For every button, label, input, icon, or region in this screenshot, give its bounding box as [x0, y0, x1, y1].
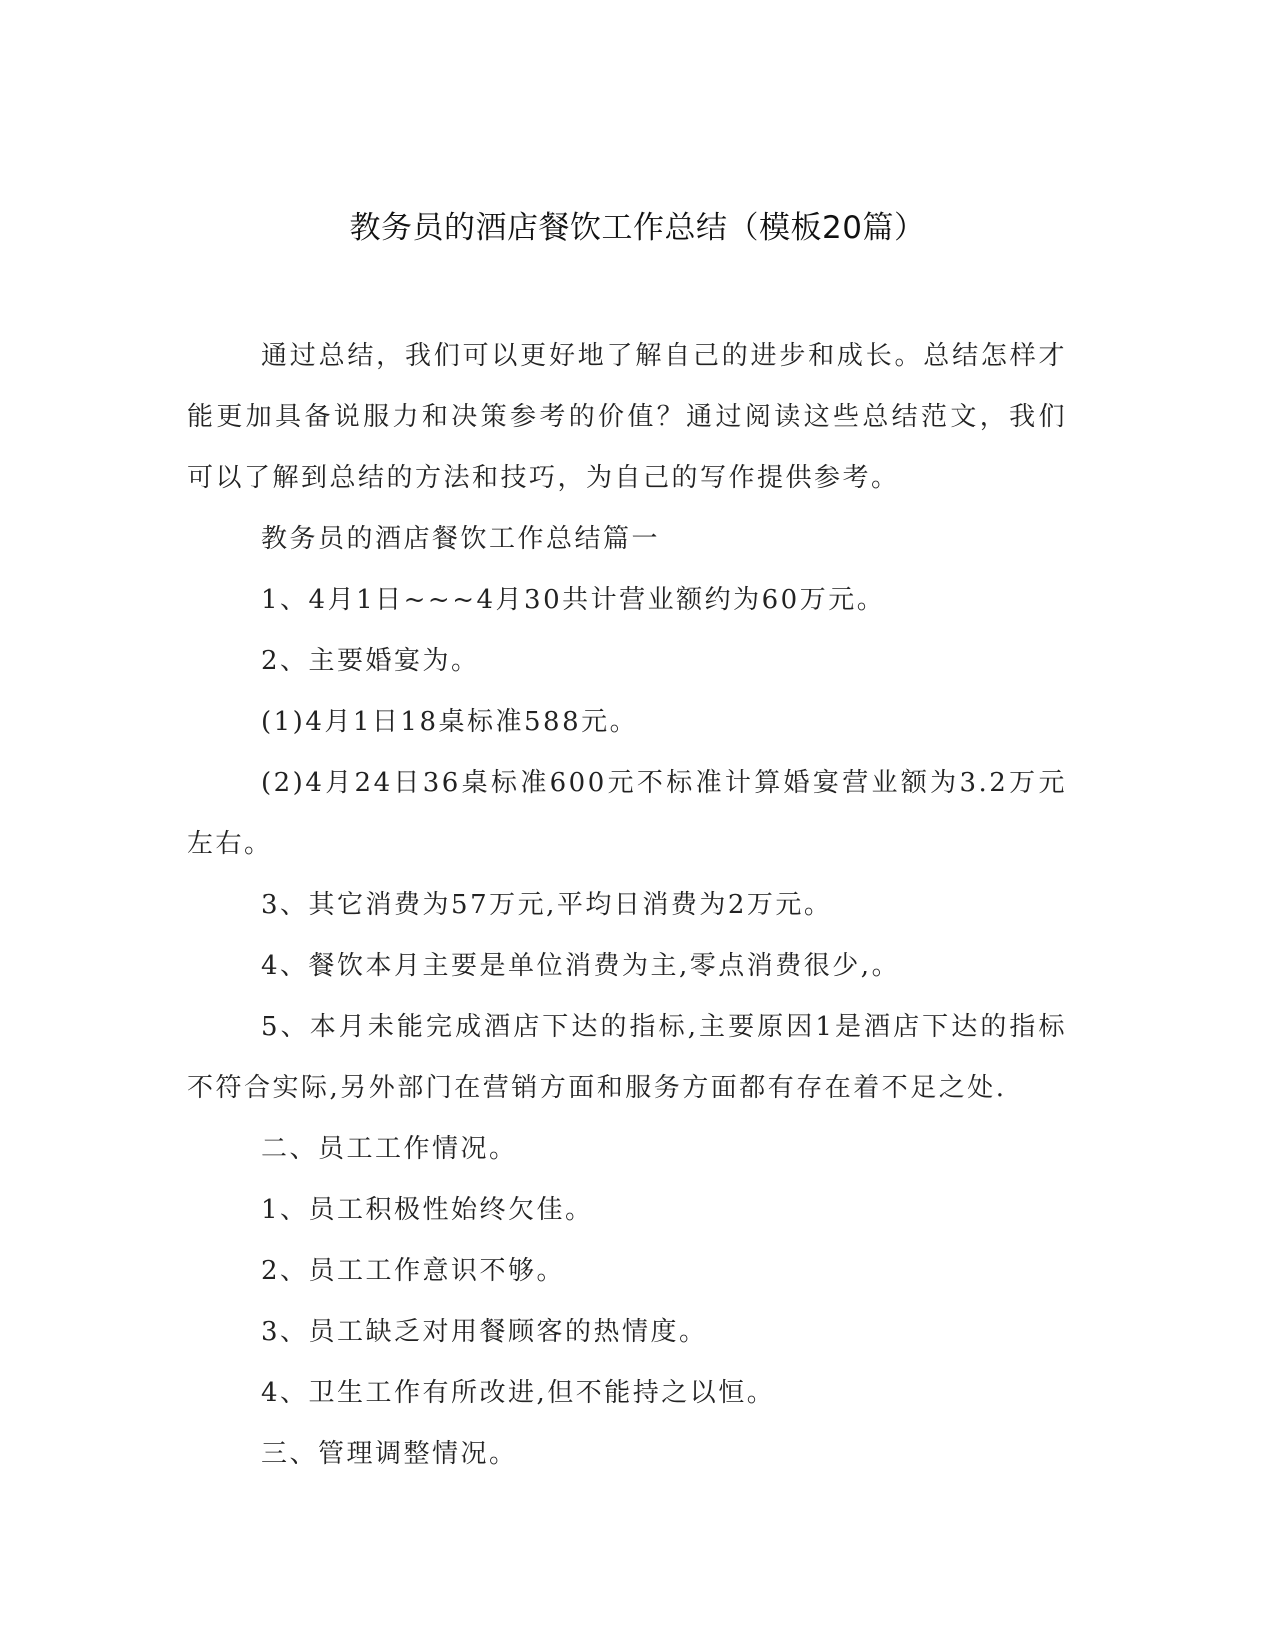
staff-item-2: 2、员工工作意识不够。 [261, 1256, 566, 1286]
section-heading-management: 三、管理调整情况。 [261, 1439, 518, 1469]
staff-item-1: 1、员工积极性始终欠佳。 [261, 1195, 594, 1225]
document-title: 教务员的酒店餐饮工作总结（模板20篇） [349, 210, 926, 246]
other-consumption-item: 3、其它消费为57万元,平均日消费为2万元。 [261, 890, 833, 920]
document-body [187, 326, 1067, 1485]
intro-paragraph: 通过总结，我们可以更好地了解自己的进步和成长。总结怎样才能更加具备说服力和决策参考的价值？通过阅读这些总结范文，我们可以了解到总结的方法和技巧，为自己的写作提供参考。 [187, 341, 1067, 493]
target-not-met-item: 5、本月未能完成酒店下达的指标,主要原因1是酒店下达的指标不符合实际,另外部门在营销方面和服务方面都有存在着不足之处. [187, 1012, 1067, 1103]
catering-consumption-item: 4、餐饮本月主要是单位消费为主,零点消费很少,。 [261, 951, 901, 981]
revenue-item: 1、4月1日~~~4月30共计营业额约为60万元。 [261, 585, 886, 615]
staff-item-4: 4、卫生工作有所改进,但不能持之以恒。 [261, 1378, 776, 1408]
wedding-banquet-subitem-2: (2)4月24日36桌标准600元不标准计算婚宴营业额为3.2万元左右。 [187, 768, 1067, 859]
wedding-banquet-item: 2、主要婚宴为。 [261, 646, 480, 676]
wedding-banquet-subitem-1: (1)4月1日18桌标准588元。 [261, 707, 639, 737]
staff-item-3: 3、员工缺乏对用餐顾客的热情度。 [261, 1317, 708, 1347]
section-heading-staff: 二、员工工作情况。 [261, 1134, 518, 1164]
section-heading-part-one: 教务员的酒店餐饮工作总结篇一 [261, 524, 661, 554]
